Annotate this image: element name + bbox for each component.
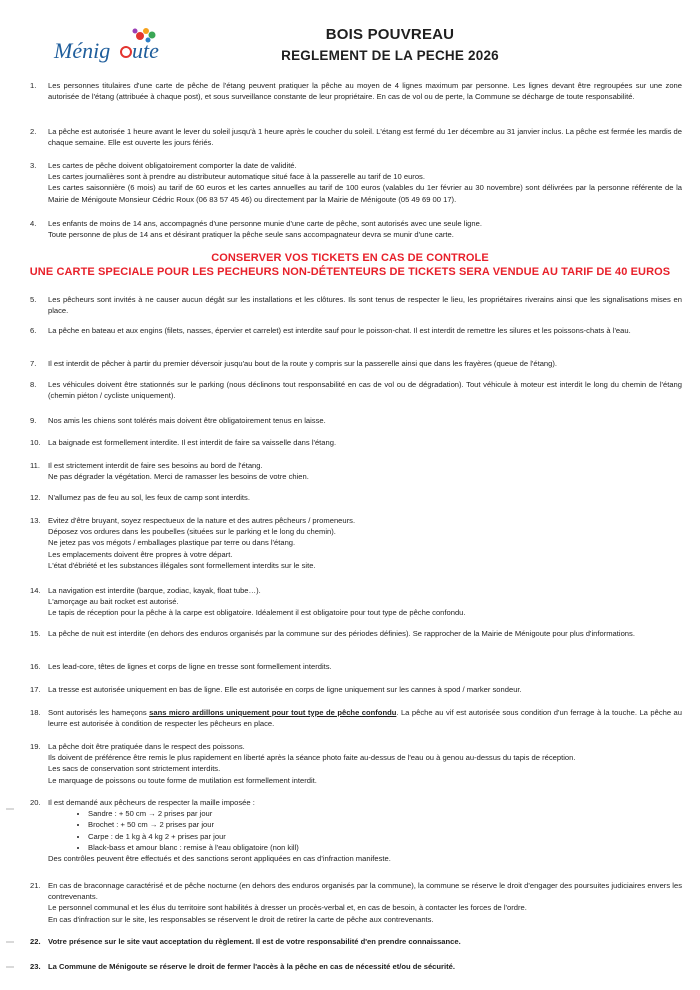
rule-text: L'amorçage au bait rocket est autorisé. bbox=[48, 597, 179, 607]
rule-3 bbox=[30, 160, 682, 205]
rule-text: Il est interdit de pêcher à partir du premier déversoir jusqu'au bout de la route y compris sur la passerelle ainsi que dans les frayères (queue de l'étang). bbox=[48, 359, 557, 368]
rule-5 bbox=[30, 294, 682, 316]
rule-12 bbox=[30, 492, 682, 503]
svg-text:Ménig: Ménig bbox=[54, 38, 111, 63]
rule-text: La pêche en bateau et aux engins (filets, nasses, épervier et carrelet) est interdite sauf pour le poisson-chat. Il est interdit de remettre les silures et les poissons-chats à l'eau. bbox=[48, 326, 631, 335]
rule-text: La Commune de Ménigoute se réserve le droit de fermer l'accès à la pêche en cas de nécessité et/ou de sécurité. bbox=[48, 962, 455, 971]
rule-text: Déposez vos ordures dans les poubelles (situées sur le parking et le long du chemin). bbox=[48, 527, 336, 537]
rule-16 bbox=[30, 661, 682, 672]
rule-text: Nos amis les chiens sont tolérés mais doivent être obligatoirement tenus en laisse. bbox=[48, 416, 326, 425]
alert-line-2: UNE CARTE SPECIALE POUR LES PECHEURS NON-DÉTENTEURS DE TICKETS SERA VENDUE AU TARIF DE 40 EUROS bbox=[29, 266, 671, 278]
rule-2 bbox=[30, 126, 682, 148]
rule-17 bbox=[30, 684, 682, 695]
rule-text: Le tapis de réception pour la pêche à la carpe est obligatoire. Idéalement il est obligatoire pour tout type de pêche confondu. bbox=[48, 608, 466, 618]
rule-text: Les véhicules doivent être stationnés sur le parking (nous déclinons tout responsabilité en cas de vol ou de dégradation). Tout véhicule à moteur est interdit le long du chemin de l'étang (chemin piéton / cycliste uniquement). bbox=[48, 380, 682, 401]
rule-20 bbox=[30, 797, 682, 864]
rule-number: 15. bbox=[30, 629, 41, 638]
rule-number: 4. bbox=[30, 219, 37, 228]
rule-text: La pêche de nuit est interdite (en dehors des enduros organisés par la commune sur des périodes définies). Se rapprocher de la Mairie de Ménigoute pour plus d'informations. bbox=[48, 629, 635, 638]
scan-mark bbox=[6, 966, 14, 968]
rule-text: Il est strictement interdit de faire ses besoins au bord de l'étang. bbox=[48, 461, 263, 470]
rule-1 bbox=[30, 80, 682, 102]
rule-number: 23. bbox=[30, 962, 41, 971]
rule-number: 18. bbox=[30, 708, 41, 717]
rule-text: La tresse est autorisée uniquement en bas de ligne. Elle est autorisée en corps de ligne uniquement sur les cannes à spod / marker sondeur. bbox=[48, 685, 522, 694]
rule-number: 3. bbox=[30, 161, 37, 170]
rule-number: 6. bbox=[30, 326, 37, 335]
rule-21 bbox=[30, 880, 682, 925]
rule-text: Les emplacements doivent être propres à votre départ. bbox=[48, 549, 233, 559]
rule-number: 17. bbox=[30, 685, 41, 694]
rule-10 bbox=[30, 437, 682, 448]
rule-text: Des contrôles peuvent être effectués et des sanctions seront appliquées en cas d'infraction manifeste. bbox=[48, 854, 391, 864]
rule-8 bbox=[30, 379, 682, 401]
rule-text: Ne jetez pas vos mégots / emballages plastique par terre ou dans l'étang. bbox=[48, 538, 296, 548]
scan-mark bbox=[6, 808, 14, 810]
rule-6 bbox=[30, 325, 682, 336]
rule-text: Votre présence sur le site vaut acceptation du règlement. Il est de votre responsabilité d'en prendre connaissance. bbox=[48, 937, 461, 946]
rule-text: Les cartes de pêche doivent obligatoirement comporter la date de validité. bbox=[48, 161, 297, 170]
rule-number: 14. bbox=[30, 586, 41, 595]
rule-number: 19. bbox=[30, 742, 41, 751]
rule-text: En cas de braconnage caractérisé et de pêche nocturne (en dehors des enduros organisés par la commune), la commune se réserve le droit d'engager des poursuites judiciaires envers les contrevenants. bbox=[48, 881, 682, 902]
rule-number: 20. bbox=[30, 798, 41, 807]
rule-text: La pêche est autorisée 1 heure avant le lever du soleil jusqu'à 1 heure après le coucher du soleil. L'étang est fermé du 1er décembre au 31 janvier inclus. La pêche est fermée les mardis de chaque semaine. Elle est ouverte les jours fériés. bbox=[48, 127, 682, 148]
rule-text: Il est demandé aux pêcheurs de respecter la maille imposée : bbox=[48, 798, 255, 807]
rule-text: Les sacs de conservation sont strictement interdits. bbox=[48, 764, 221, 774]
rule-11 bbox=[30, 460, 682, 482]
rule-18 bbox=[30, 707, 682, 729]
rule-text: Les pêcheurs sont invités à ne causer aucun dégât sur les installations et les clôtures. Ils sont tenus de respecter le lieu, les propriétaires riverains ainsi que les signalisations mises en place. bbox=[48, 295, 682, 316]
rule-9 bbox=[30, 415, 682, 426]
rule-number: 12. bbox=[30, 493, 41, 502]
rule-text: Les cartes saisonnière (6 mois) au tarif de 60 euros et les cartes annuelles au tarif de 100 euros (valables du 1er février au 30 novembre) sont délivrées par la personne référente de la Mairie de Ménigoute Monsieur Cédric Roux (06 83 57 45 46) ou directement par la Mairie de Ménigoute (05 49 69 00 17). bbox=[48, 183, 682, 204]
alert-line-1: CONSERVER VOS TICKETS EN CAS DE CONTROLE bbox=[211, 252, 489, 264]
emphasized-text: sans micro ardillons uniquement pour tout type de pêche confondu bbox=[149, 708, 397, 717]
document-subtitle: REGLEMENT DE LA PECHE 2026 bbox=[281, 48, 499, 63]
rule-number: 16. bbox=[30, 662, 41, 671]
rule-text: Sont autorisés les hameçons sans micro ardillons uniquement pour tout type de pêche confondu. La pêche au vif est autorisée sous condition d'un ferrage à la touche. La pêche au leurre est autorisée à condition de respecter les pêcheurs en place. bbox=[48, 708, 682, 729]
rule-number: 8. bbox=[30, 380, 37, 389]
rule-4 bbox=[30, 218, 682, 240]
rule-number: 13. bbox=[30, 516, 41, 525]
rule-number: 7. bbox=[30, 359, 37, 368]
rule-number: 11. bbox=[30, 461, 40, 470]
rule-text: Ne pas dégrader la végétation. Merci de ramasser les besoins de votre chien. bbox=[48, 472, 309, 482]
rule-15 bbox=[30, 628, 682, 639]
rule-22 bbox=[30, 936, 682, 947]
rule-text: La navigation est interdite (barque, zodiac, kayak, float tube…). bbox=[48, 586, 261, 595]
document-title: BOIS POUVREAU bbox=[325, 26, 455, 43]
rule-text: La baignade est formellement interdite. Il est interdit de faire sa vaisselle dans l'étang. bbox=[48, 438, 337, 447]
rule-number: 1. bbox=[30, 81, 37, 90]
rule-14 bbox=[30, 585, 682, 619]
rule-text: La pêche doit être pratiquée dans le respect des poissons. bbox=[48, 742, 245, 751]
rule-number: 22. bbox=[30, 937, 41, 946]
rule-text: L'état d'ébriété et les substances illégales sont formellement interdits sur le site. bbox=[48, 560, 316, 570]
rule-text: Le personnel communal et les élus du territoire sont habilités à dresser un procès-verbal et, en cas de besoin, à contacter les forces de l'ordre. bbox=[48, 903, 527, 913]
rule-number: 2. bbox=[30, 127, 37, 136]
svg-text:ute: ute bbox=[132, 38, 159, 63]
rule-13 bbox=[30, 515, 682, 571]
rule-19 bbox=[30, 741, 682, 786]
rule-text: Les cartes journalières sont à prendre au distributeur automatique situé face à la passerelle au tarif de 10 euros. bbox=[48, 172, 425, 182]
scan-mark bbox=[6, 941, 14, 943]
list-item: • Sandre : + 50 cm → 2 prises par jour bbox=[88, 808, 682, 819]
rule-text: Evitez d'être bruyant, soyez respectueux de la nature et des autres pêcheurs / promeneurs. bbox=[48, 516, 356, 525]
rule-text: Ils doivent de préférence être remis le plus rapidement en liberté après la séance photo faite au-dessus de l'eau ou à genou au-dessus du tapis de réception. bbox=[48, 753, 576, 763]
rule-text: N'allumez pas de feu au sol, les feux de camp sont interdits. bbox=[48, 493, 250, 502]
rule-text: Le marquage de poissons ou toute forme de mutilation est formellement interdit. bbox=[48, 775, 317, 785]
rule-7 bbox=[30, 358, 682, 369]
rule-number: 5. bbox=[30, 295, 37, 304]
list-item: • Black-bass et amour blanc : remise à l'eau obligatoire (non kill) bbox=[88, 842, 682, 853]
rule-text: Les personnes titulaires d'une carte de pêche de l'étang peuvent pratiquer la pêche au moyen de 4 lignes maximum par personne. Les lignes devant être regroupées sur une zone autorisée de l'étang (attribuée à chaque post), et sous surveillance constante de leur propriétaire. En cas de vol ou de perte, la Commune se décharge de toute responsabilité. bbox=[48, 81, 682, 102]
list-item: • Carpe : de 1 kg à 4 kg 2 + prises par jour bbox=[88, 831, 682, 842]
rule-text: Les enfants de moins de 14 ans, accompagnés d'une personne munie d'une carte de pêche, sont autorisés avec une seule ligne. bbox=[48, 219, 482, 228]
rule-23 bbox=[30, 961, 682, 972]
size-limit-list bbox=[48, 808, 682, 853]
rule-number: 21. bbox=[30, 881, 41, 890]
rule-text: Les lead-core, têtes de lignes et corps de ligne en tresse sont formellement interdits. bbox=[48, 662, 332, 671]
rule-number: 10. bbox=[30, 438, 41, 447]
rule-text: Toute personne de plus de 14 ans et désirant pratiquer la pêche seule sans accompagnateur devra se munir d'une carte. bbox=[48, 230, 454, 240]
rule-text: En cas d'infraction sur le site, les responsables se réservent le droit de retirer la carte de pêche aux contrevenants. bbox=[48, 914, 434, 924]
rule-number: 9. bbox=[30, 416, 37, 425]
list-item: • Brochet : + 50 cm → 2 prises par jour bbox=[88, 819, 682, 830]
menigoute-logo bbox=[52, 22, 172, 66]
